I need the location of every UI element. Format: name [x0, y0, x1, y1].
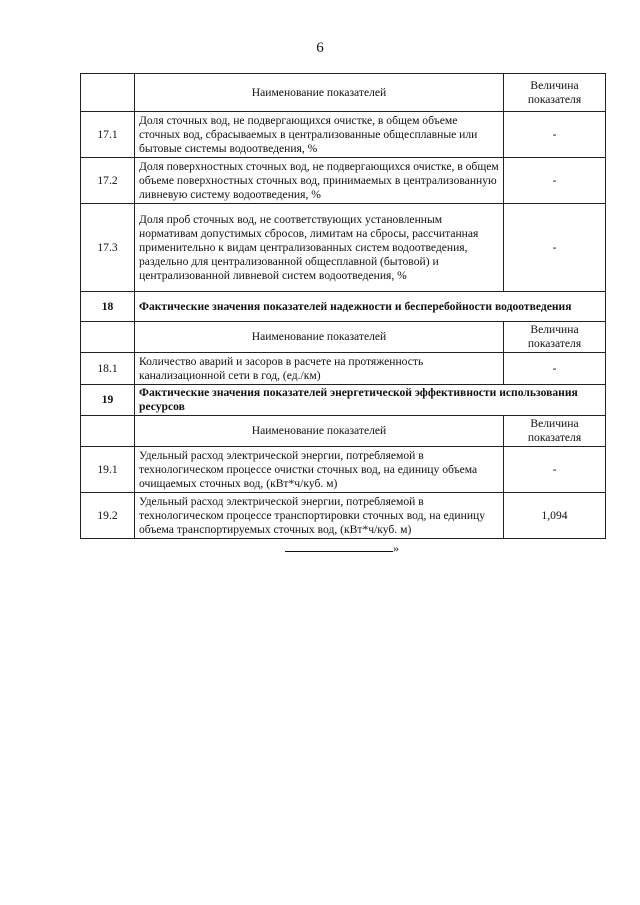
- row-text: Удельный расход электрической энергии, потребляемой в технологическом процессе очистки сточных вод, на единицу объема очищаемых сточных вод, (кВт*ч/куб. м): [135, 447, 504, 493]
- section-title-row: [81, 292, 606, 322]
- row-text: Доля сточных вод, не подвергающихся очистке, в общем объеме сточных вод, сбрасываемых в централизованные общесплавные или бытовые системы водоотведения, %: [135, 112, 504, 158]
- row-text: Доля поверхностных сточных вод, не подвергающихся очистке, в общем объеме поверхностных сточных вод, принимаемых в централизованную ливневую систему водоотведения, %: [135, 158, 504, 204]
- row-text: Удельный расход электрической энергии, потребляемой в технологическом процессе транспортировки сточных вод, на единицу объема транспортируемых сточных вод, (кВт*ч/куб. м): [135, 493, 504, 539]
- section-title-row: [81, 385, 606, 416]
- row-text: Доля проб сточных вод, не соответствующих установленным нормативам допустимых сбросов, лимитам на сбросы, рассчитанная применительно к видам централизованных систем водоотведения, раздельно для централизованной общесплавной (бытовой) и централизованной ливневой систем водоотведения, %: [135, 204, 504, 292]
- table-row: [81, 204, 606, 292]
- row-value: -: [504, 353, 606, 385]
- table-row: [81, 447, 606, 493]
- row-value: 1,094: [504, 493, 606, 539]
- closing-rule: [285, 543, 393, 552]
- table-row: [81, 158, 606, 204]
- section-number: 19: [81, 385, 135, 416]
- header-name-cell: Наименование показателей: [135, 74, 504, 112]
- row-number: 19.1: [81, 447, 135, 493]
- row-value: -: [504, 158, 606, 204]
- table-header-row: [81, 74, 606, 112]
- table-row: [81, 493, 606, 539]
- section-number: 18: [81, 292, 135, 322]
- row-number: 17.2: [81, 158, 135, 204]
- page-number: 6: [316, 40, 324, 56]
- header-name-cell: Наименование показателей: [135, 322, 504, 353]
- row-value: -: [504, 112, 606, 158]
- row-text: Количество аварий и засоров в расчете на протяженность канализационной сети в год, (ед./км): [135, 353, 504, 385]
- table-row: [81, 353, 606, 385]
- table-row: [81, 112, 606, 158]
- header-num-cell: [81, 74, 135, 112]
- row-value: -: [504, 204, 606, 292]
- row-number: 17.1: [81, 112, 135, 158]
- row-number: 18.1: [81, 353, 135, 385]
- row-value: -: [504, 447, 606, 493]
- section-title: Фактические значения показателей надежности и бесперебойности водоотведения: [135, 292, 606, 322]
- indicators-table: [80, 73, 606, 539]
- section-title: Фактические значения показателей энергетической эффективности использования ресурсов: [135, 385, 606, 416]
- section-header-row: [81, 322, 606, 353]
- header-name-cell: Наименование показателей: [135, 416, 504, 447]
- closing-line: [285, 541, 400, 555]
- row-number: 17.3: [81, 204, 135, 292]
- header-num-cell: [81, 416, 135, 447]
- closing-quote-mark: »: [393, 541, 399, 555]
- row-number: 19.2: [81, 493, 135, 539]
- header-value-cell: Величина показателя: [504, 322, 606, 353]
- header-value-cell: Величина показателя: [504, 416, 606, 447]
- section-header-row: [81, 416, 606, 447]
- header-value-cell: Величина показателя: [504, 74, 606, 112]
- header-num-cell: [81, 322, 135, 353]
